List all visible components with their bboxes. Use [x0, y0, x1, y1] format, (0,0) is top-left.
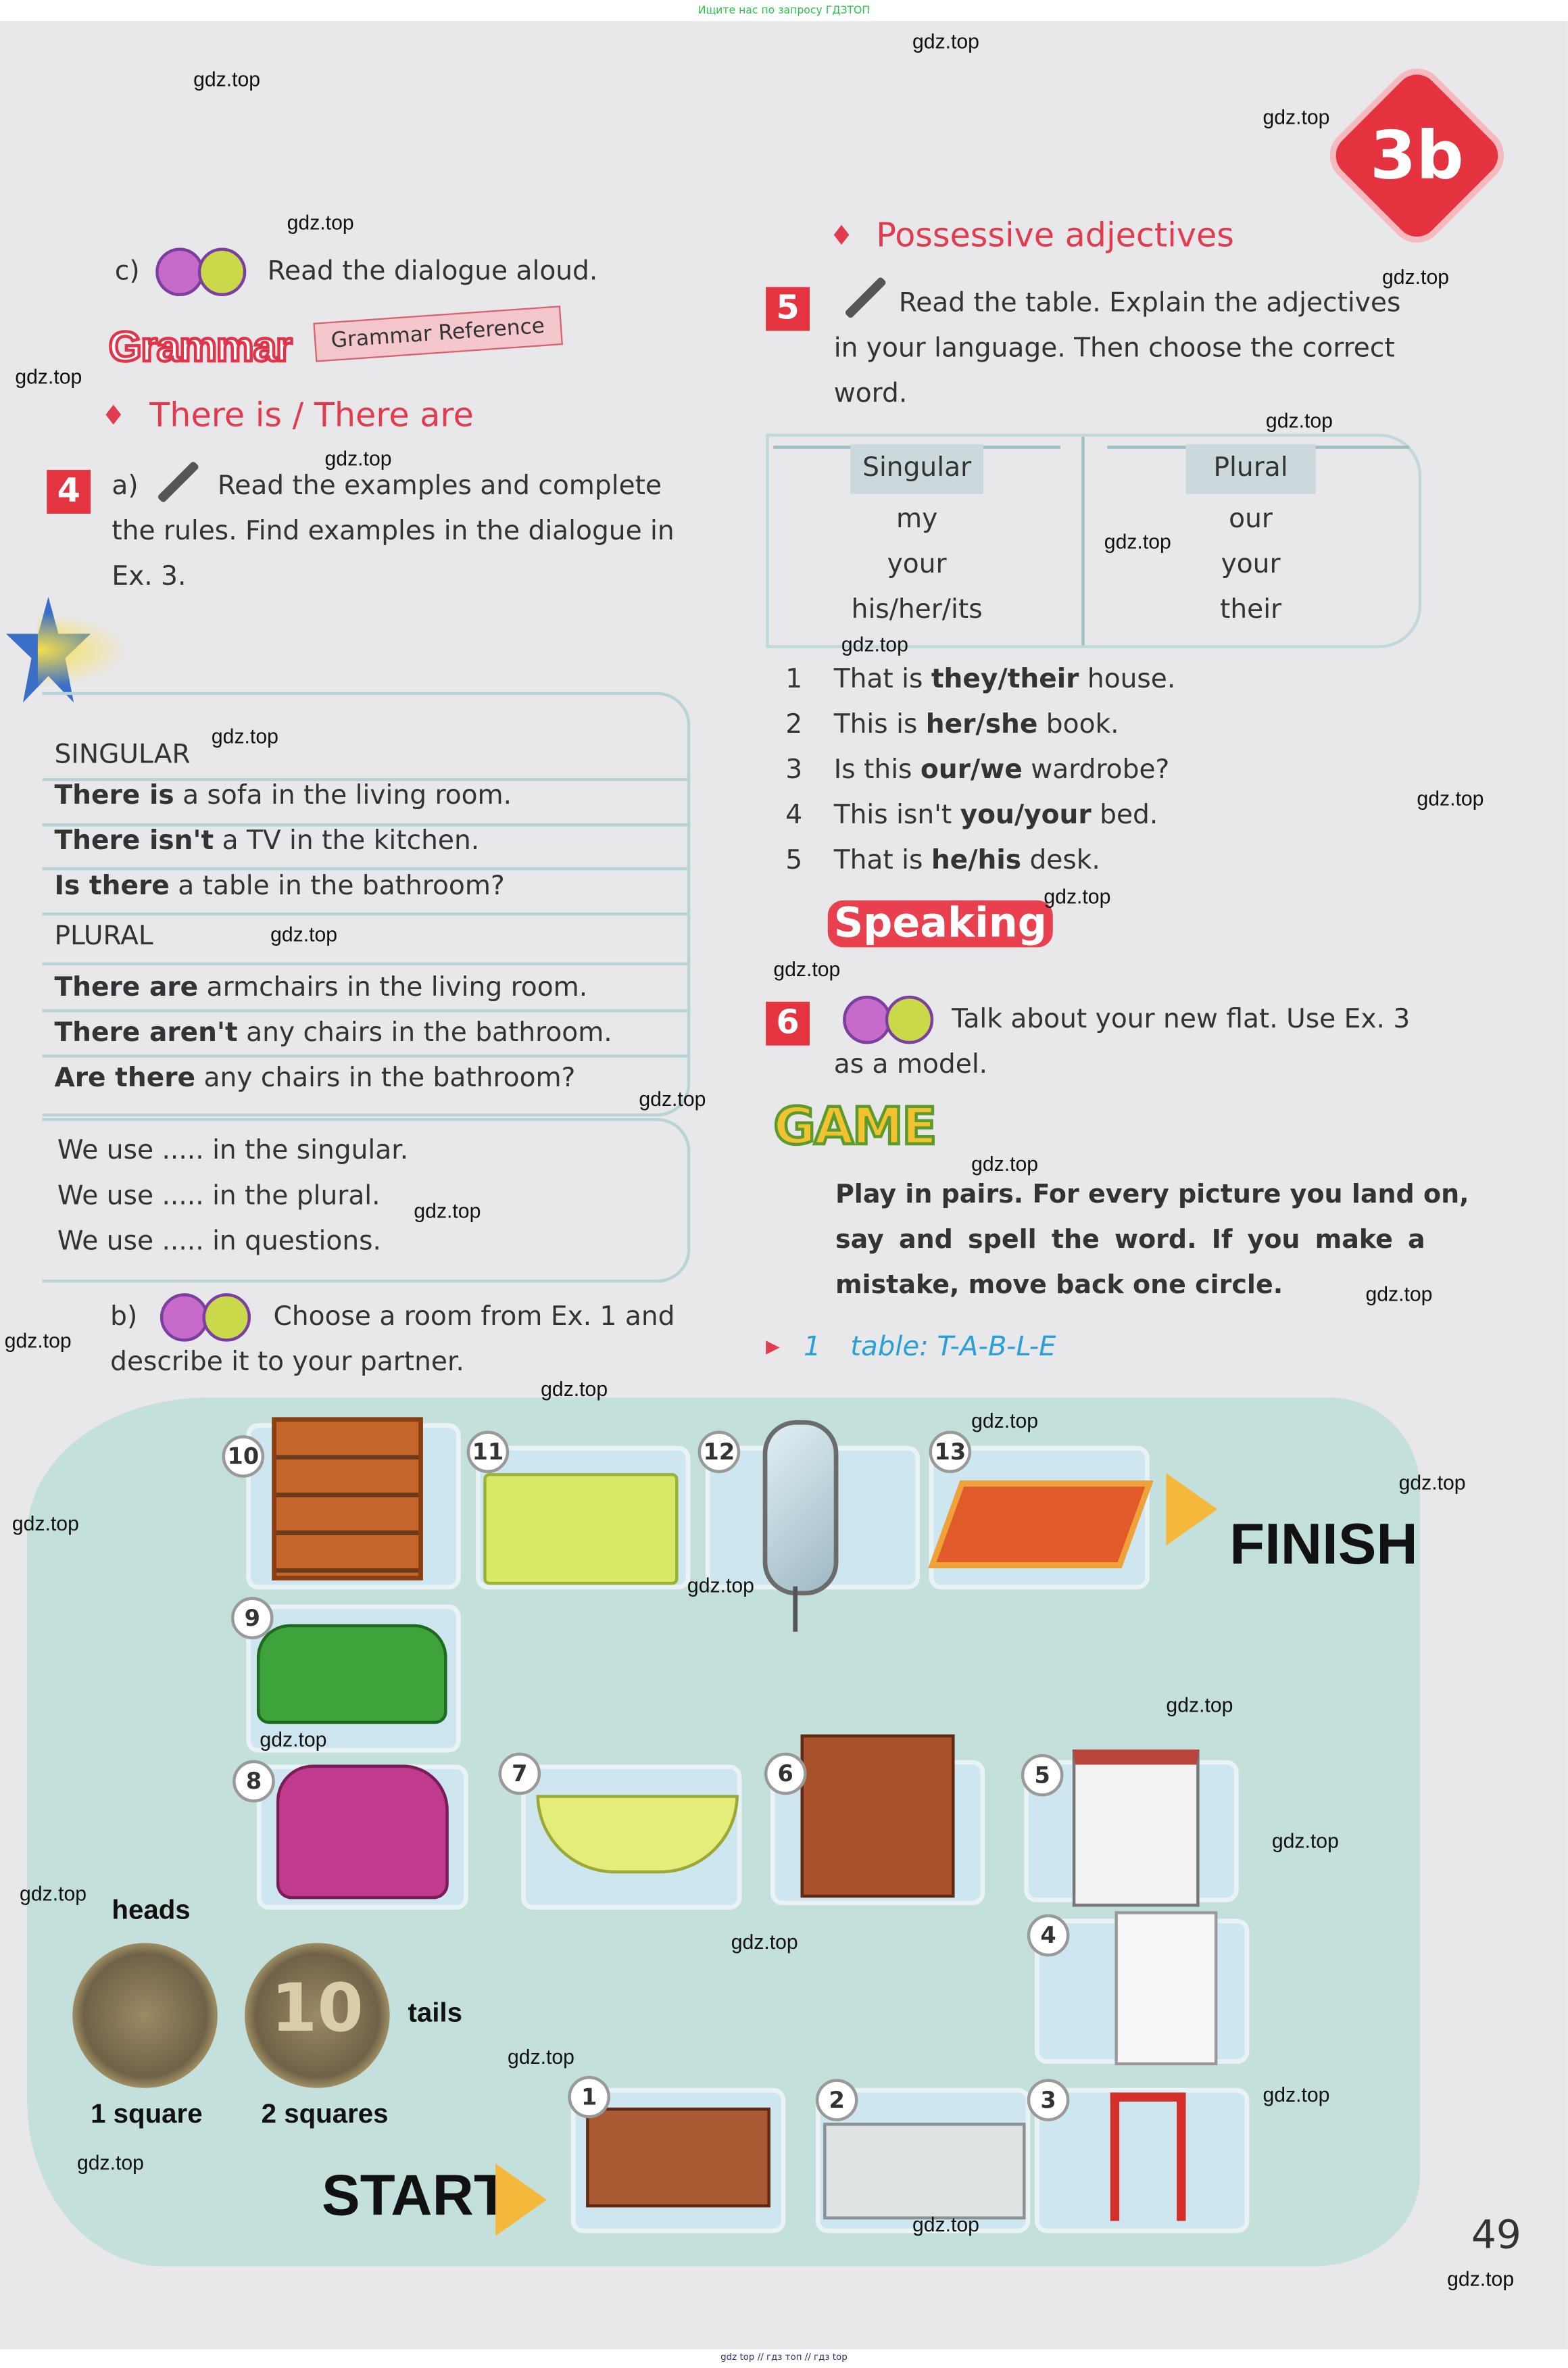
sentence-1	[785, 665, 1175, 695]
watermark: gdz.top	[193, 68, 261, 91]
example-text: table: T-A-B-L-E	[850, 1331, 1056, 1363]
watermark: gdz.top	[287, 211, 354, 235]
plural-row-2	[54, 1018, 612, 1048]
keyword: There isn't	[54, 826, 214, 857]
sentence-number: 2	[785, 710, 803, 741]
watermark: gdz.top	[639, 1088, 706, 1111]
divider	[43, 867, 687, 870]
spotlight-decoration	[38, 612, 128, 687]
chair-icon	[1110, 2092, 1186, 2221]
square-number: 1	[568, 2076, 610, 2119]
keyword: There are	[54, 973, 199, 1004]
mirror-stand	[793, 1587, 798, 1632]
fridge-icon	[1114, 1911, 1217, 2065]
sentence-text: any chairs in the bathroom?	[195, 1063, 576, 1094]
watermark: gdz.top	[912, 2213, 979, 2236]
smiley-icon	[155, 248, 204, 297]
watermark: gdz.top	[773, 957, 841, 981]
singular-row-3	[54, 872, 504, 902]
watermark: gdz.top	[1263, 105, 1330, 128]
finish-label: FINISH	[1229, 1514, 1418, 1578]
ex6-line-1: Talk about your new flat. Use Ex. 3	[952, 1005, 1411, 1035]
keyword: Are there	[54, 1063, 196, 1094]
grammar-reference-tag[interactable]: Grammar Reference	[313, 306, 562, 362]
diamond-bullet-icon: ♦	[829, 220, 854, 253]
watermark: gdz.top	[1044, 885, 1111, 909]
armchair-icon	[276, 1764, 449, 1899]
keyword: Is there	[54, 871, 170, 902]
watermark: gdz.top	[11, 1512, 79, 1535]
mirror-icon	[763, 1420, 839, 1595]
watermark: gdz.top	[1265, 409, 1333, 433]
plural-heading: PLURAL	[54, 921, 153, 952]
watermark: gdz.top	[1417, 787, 1484, 810]
divider	[43, 963, 687, 965]
watermark: gdz.top	[687, 1574, 754, 1597]
watermark: gdz.top	[1271, 1829, 1339, 1853]
rule-1: We use ..... in the singular.	[57, 1136, 409, 1167]
square-number: 4	[1027, 1914, 1070, 1957]
keyword: There is	[54, 781, 174, 812]
watermark: gdz.top	[414, 1199, 481, 1223]
game-line-3: mistake, move back one circle.	[835, 1270, 1283, 1301]
rule-2: We use ..... in the plural.	[57, 1181, 381, 1212]
exercise-5-number: 5	[766, 287, 810, 331]
watermark: gdz.top	[1365, 1282, 1433, 1306]
watermark: gdz.top	[1382, 266, 1450, 289]
possessive-heading: Possessive adjectives	[876, 217, 1234, 256]
cooker-icon	[1073, 1749, 1200, 1906]
game-line-1: Play in pairs. For every picture you land on,	[835, 1180, 1469, 1211]
plural-cell: your	[1221, 550, 1281, 581]
word-choice[interactable]: her/she	[925, 710, 1038, 741]
square-number: 10	[222, 1435, 265, 1478]
watermark: gdz.top	[541, 1378, 608, 1401]
divider	[43, 913, 687, 915]
speaking-logo: Speaking	[828, 900, 1053, 947]
square-number: 12	[698, 1431, 741, 1474]
coin-heads-icon	[72, 1943, 218, 2088]
watermark: gdz.top	[971, 1153, 1039, 1176]
square-number: 6	[764, 1753, 807, 1795]
there-is-heading: There is / There are	[149, 397, 474, 435]
watermark: gdz.top	[507, 2046, 574, 2069]
sentence-text: any chairs in the bathroom.	[237, 1018, 612, 1049]
sentence-text: armchairs in the living room.	[198, 973, 588, 1004]
watermark: gdz.top	[971, 1409, 1039, 1432]
rule-3: We use ..... in questions.	[57, 1226, 381, 1257]
watermark: gdz.top	[912, 30, 979, 53]
watermark: gdz.top	[1447, 2267, 1515, 2291]
b-line-2: describe it to your partner.	[110, 1347, 464, 1378]
word-choice[interactable]: our/we	[920, 755, 1023, 786]
square-number: 8	[232, 1760, 275, 1803]
sentence-text: book.	[1037, 710, 1119, 741]
watermark: gdz.top	[211, 725, 278, 748]
exercise-4-number: 4	[47, 470, 91, 514]
sentence-text: wardrobe?	[1022, 755, 1170, 786]
singular-heading: SINGULAR	[54, 740, 191, 771]
singular-cell: your	[887, 550, 947, 581]
game-logo: GAME	[773, 1096, 936, 1158]
sentence-text: bed.	[1091, 800, 1158, 831]
start-arrow-icon	[495, 2164, 547, 2236]
singular-column-header: Singular	[850, 444, 983, 494]
coin-value: 10	[270, 1970, 364, 2048]
sentence-text: Is this	[833, 755, 921, 786]
watermark: gdz.top	[15, 365, 82, 389]
grammar-logo: Grammar	[108, 323, 292, 370]
smiley-icon	[198, 248, 247, 297]
plural-column-header: Plural	[1185, 444, 1315, 494]
word-choice[interactable]: they/their	[931, 665, 1079, 696]
sentence-text: This is	[833, 710, 926, 741]
c-label: c)	[114, 256, 140, 287]
smiley-icon	[160, 1293, 209, 1342]
sentence-text: a table in the bathroom?	[169, 871, 505, 902]
divider	[43, 1055, 687, 1057]
play-arrow-icon: ▶	[766, 1335, 780, 1357]
singular-cell: his/her/its	[851, 595, 983, 626]
kitchen-sink-icon	[823, 2123, 1025, 2219]
two-squares-label: 2 squares	[261, 2098, 389, 2129]
square-number: 7	[499, 1753, 541, 1795]
square-number: 5	[1021, 1754, 1064, 1797]
sentence-number: 1	[785, 665, 803, 696]
ex4-line-3: Ex. 3.	[112, 562, 187, 593]
sentence-number: 3	[785, 755, 803, 786]
c-instruction: Read the dialogue aloud.	[267, 256, 598, 287]
square-number: 2	[816, 2079, 858, 2121]
singular-row-2	[54, 827, 479, 857]
bottom-banner: gdz top // гдз топ // гдз top	[0, 2349, 1568, 2367]
smiley-icon	[885, 996, 934, 1044]
bookcase-icon	[272, 1417, 423, 1580]
finish-arrow-icon	[1166, 1473, 1217, 1545]
rug-icon	[928, 1480, 1153, 1568]
watermark: gdz.top	[1104, 530, 1171, 554]
page-number: 49	[1471, 2213, 1521, 2259]
singular-row-1	[54, 781, 512, 811]
sentence-text: That is	[833, 846, 931, 877]
divider	[43, 1009, 687, 1012]
ex5-line-3: word.	[833, 379, 908, 410]
smiley-icon	[843, 996, 891, 1044]
watermark: gdz.top	[1166, 1693, 1233, 1716]
ex4-line-2: the rules. Find examples in the dialogue in	[112, 516, 675, 548]
b-label: b)	[110, 1302, 138, 1333]
watermark: gdz.top	[4, 1329, 72, 1353]
sentence-text: This isn't	[833, 800, 960, 831]
watermark: gdz.top	[324, 447, 392, 470]
bath-icon	[483, 1473, 678, 1585]
sentence-5	[785, 846, 1100, 877]
watermark: gdz.top	[270, 923, 338, 946]
word-choice[interactable]: you/your	[960, 800, 1092, 831]
tails-label: tails	[408, 1997, 462, 2028]
plural-row-1	[54, 973, 587, 1003]
ex5-line-1: Read the table. Explain the adjectives	[898, 288, 1401, 319]
sentence-text: That is	[833, 665, 931, 696]
desk-icon	[586, 2108, 770, 2208]
sentence-4	[785, 801, 1158, 831]
b-line-1: Choose a room from Ex. 1 and	[273, 1302, 675, 1333]
unit-badge-label: 3b	[1370, 118, 1464, 195]
wardrobe-icon	[801, 1735, 955, 1898]
example-number: 1	[804, 1331, 821, 1363]
watermark: gdz.top	[1263, 2083, 1330, 2106]
watermark: gdz.top	[76, 2151, 144, 2175]
exercise-6-number: 6	[766, 1002, 810, 1046]
square-number: 9	[231, 1597, 274, 1639]
sentence-3	[785, 756, 1169, 786]
ex4-a-label: a)	[112, 471, 139, 502]
watermark: gdz.top	[731, 1931, 798, 1954]
sofa-icon	[257, 1624, 447, 1724]
sentence-text: house.	[1079, 665, 1176, 696]
top-banner: Ищите нас по запросу ГДЗТОП	[0, 0, 1568, 21]
ex4-line-1: Read the examples and complete	[217, 471, 662, 502]
keyword: There aren't	[54, 1018, 238, 1049]
sentence-number: 4	[785, 800, 803, 831]
square-number: 3	[1027, 2079, 1070, 2121]
table-divider	[1081, 437, 1084, 645]
heads-label: heads	[112, 1894, 191, 1925]
sentence-text: desk.	[1021, 846, 1100, 877]
word-choice[interactable]: he/his	[931, 846, 1022, 877]
watermark: gdz.top	[1398, 1471, 1466, 1495]
sentence-2	[785, 710, 1119, 740]
sentence-text: a sofa in the living room.	[174, 781, 512, 812]
sentence-number: 5	[785, 846, 803, 877]
singular-cell: my	[896, 504, 938, 535]
watermark: gdz.top	[20, 1882, 87, 1906]
plural-cell: our	[1229, 504, 1273, 535]
ex6-line-2: as a model.	[833, 1050, 988, 1081]
smiley-icon	[202, 1293, 251, 1342]
diamond-bullet-icon: ♦	[101, 400, 126, 433]
sentence-text: a TV in the kitchen.	[214, 826, 480, 857]
square-number: 11	[467, 1431, 510, 1474]
one-square-label: 1 square	[91, 2098, 203, 2129]
start-label: START	[322, 2165, 509, 2229]
game-line-2: say and spell the word. If you make a	[835, 1225, 1425, 1256]
watermark: gdz.top	[260, 1728, 327, 1751]
plural-row-3	[54, 1063, 575, 1094]
square-number: 13	[929, 1431, 972, 1474]
plural-cell: their	[1220, 595, 1282, 626]
watermark: gdz.top	[841, 633, 908, 656]
ex5-line-2: in your language. Then choose the correct	[833, 333, 1395, 364]
